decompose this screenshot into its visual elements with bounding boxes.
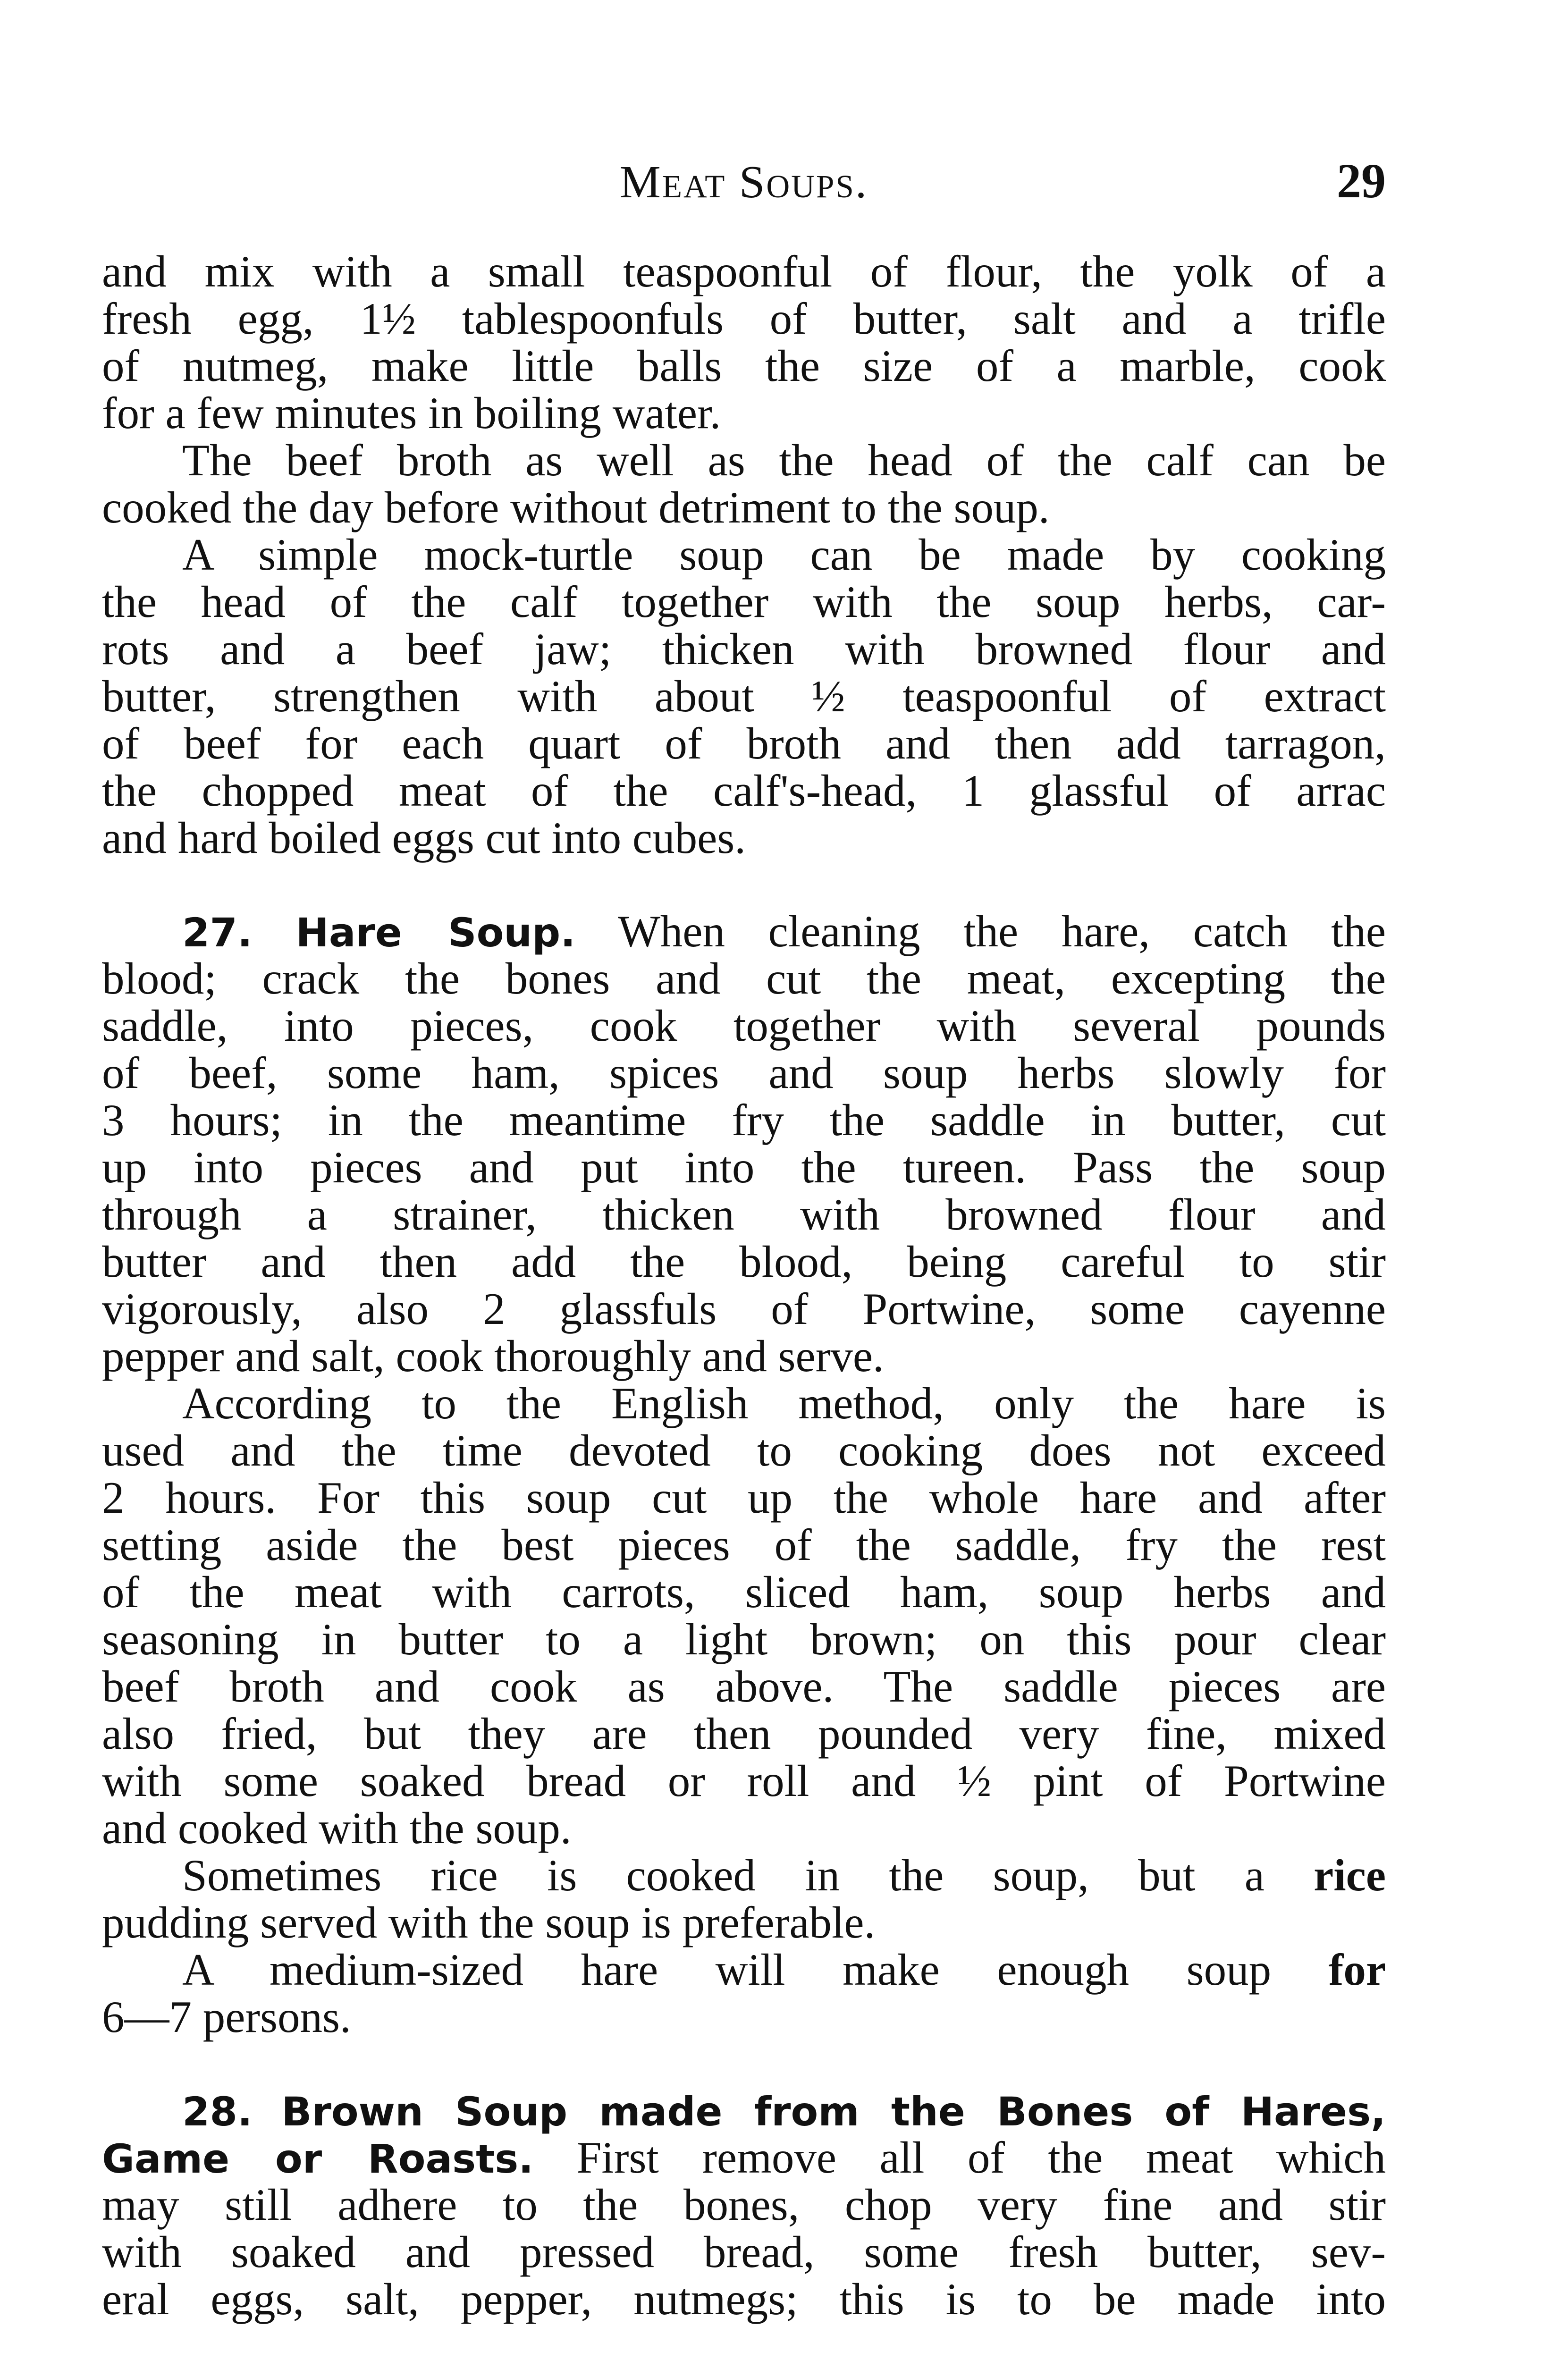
hare-size-line [102,1946,1386,1993]
text-line: butter and then add the blood, being careful to stir [102,1237,1386,1287]
page-header [102,156,1386,212]
text-line: rots and a beef jaw; thicken with browned flour and [102,624,1386,674]
section-27-heading-line [102,908,1386,955]
running-head: Meat Soups. [619,157,868,208]
text-line: 2 hours. For this soup cut up the whole hare and after [102,1473,1386,1523]
text-line: 6—7 persons. [102,1992,351,2042]
text-line: and cooked with the soup. [102,1803,572,1853]
text-line: beef broth and cook as above. The saddle pieces are [102,1661,1386,1711]
text-line: with soaked and pressed bread, some fresh butter, sev- [102,2227,1386,2277]
text-line: may still adhere to the bones, chop very fine and stir [102,2180,1386,2230]
text-line: up into pieces and put into the tureen. Pass the soup [102,1142,1386,1192]
text-line: the chopped meat of the calf's-head, 1 glassful of arrac [102,766,1386,816]
section-number: 28. [182,2089,253,2135]
text-line: of the meat with carrots, sliced ham, soup herbs and [102,1567,1386,1617]
page-number: 29 [1337,154,1386,208]
text-line: cooked the day before without detriment to the soup. [102,482,1050,532]
text-line: The beef broth as well as the head of the calf can be [182,435,1386,485]
text-line: for a few minutes in boiling water. [102,388,721,438]
text-line: eral eggs, salt, pepper, nutmegs; this is to be made into [102,2274,1386,2324]
section-gap [102,2040,1386,2087]
section-28-title-continuation [102,2134,1386,2181]
text-line: of beef for each quart of broth and then add tarragon, [102,718,1386,768]
text-fragment: for [1328,1945,1386,1995]
text-line: the head of the calf together with the soup herbs, car- [102,577,1386,627]
text-line: setting aside the best pieces of the saddle, fry the rest [102,1520,1386,1570]
section-title: Hare Soup. [295,910,576,956]
text-line: 3 hours; in the meantime fry the saddle in butter, cut [102,1095,1386,1145]
section-28-heading-line [102,2087,1386,2134]
section-title: Game or Roasts. [102,2136,534,2182]
text-fragment: First remove all of the meat which [576,2132,1386,2183]
text-line: fresh egg, 1½ tablespoonfuls of butter, salt and a trifle [102,294,1386,344]
text-line: saddle, into pieces, cook together with several pounds [102,1001,1386,1051]
text-line: seasoning in butter to a light brown; on this pour clear [102,1614,1386,1664]
text-fragment: When cleaning the hare, catch the [618,906,1386,956]
text-line: blood; crack the bones and cut the meat, excepting the [102,953,1386,1003]
text-line: pudding served with the soup is preferable. [102,1897,876,1947]
text-fragment: Sometimes rice is cooked in the soup, but a [182,1850,1265,1900]
text-fragment: A medium-sized hare will make enough soup [182,1945,1272,1995]
text-line: A simple mock-turtle soup can be made by cooking [182,530,1386,580]
text-line: and hard boiled eggs cut into cubes. [102,813,746,863]
text-line: vigorously, also 2 glassfuls of Portwine, some cayenne [102,1284,1386,1334]
text-line: butter, strengthen with about ½ teaspoonful of extract [102,671,1386,721]
text-line: also fried, but they are then pounded very fine, mixed [102,1709,1386,1759]
text-line: used and the time devoted to cooking does not exceed [102,1425,1386,1475]
section-title: Brown Soup made from the Bones of Hares, [281,2089,1386,2135]
text-line: pepper and salt, cook thoroughly and serve. [102,1331,884,1381]
text-line: of beef, some ham, spices and soup herbs slowly for [102,1048,1386,1098]
text-line: of nutmeg, make little balls the size of a marble, cook [102,341,1386,391]
text-line: through a strainer, thicken with browned flour and [102,1189,1386,1239]
text-line: and mix with a small teaspoonful of flour, the yolk of a [102,246,1386,296]
rice-line [102,1852,1386,1899]
section-number: 27. [182,910,253,956]
text-line: According to the English method, only the hare is [182,1378,1386,1428]
text-fragment: rice [1314,1850,1386,1900]
section-gap [102,861,1386,908]
text-line: with some soaked bread or roll and ½ pint of Portwine [102,1756,1386,1806]
body-text [102,248,1386,2323]
